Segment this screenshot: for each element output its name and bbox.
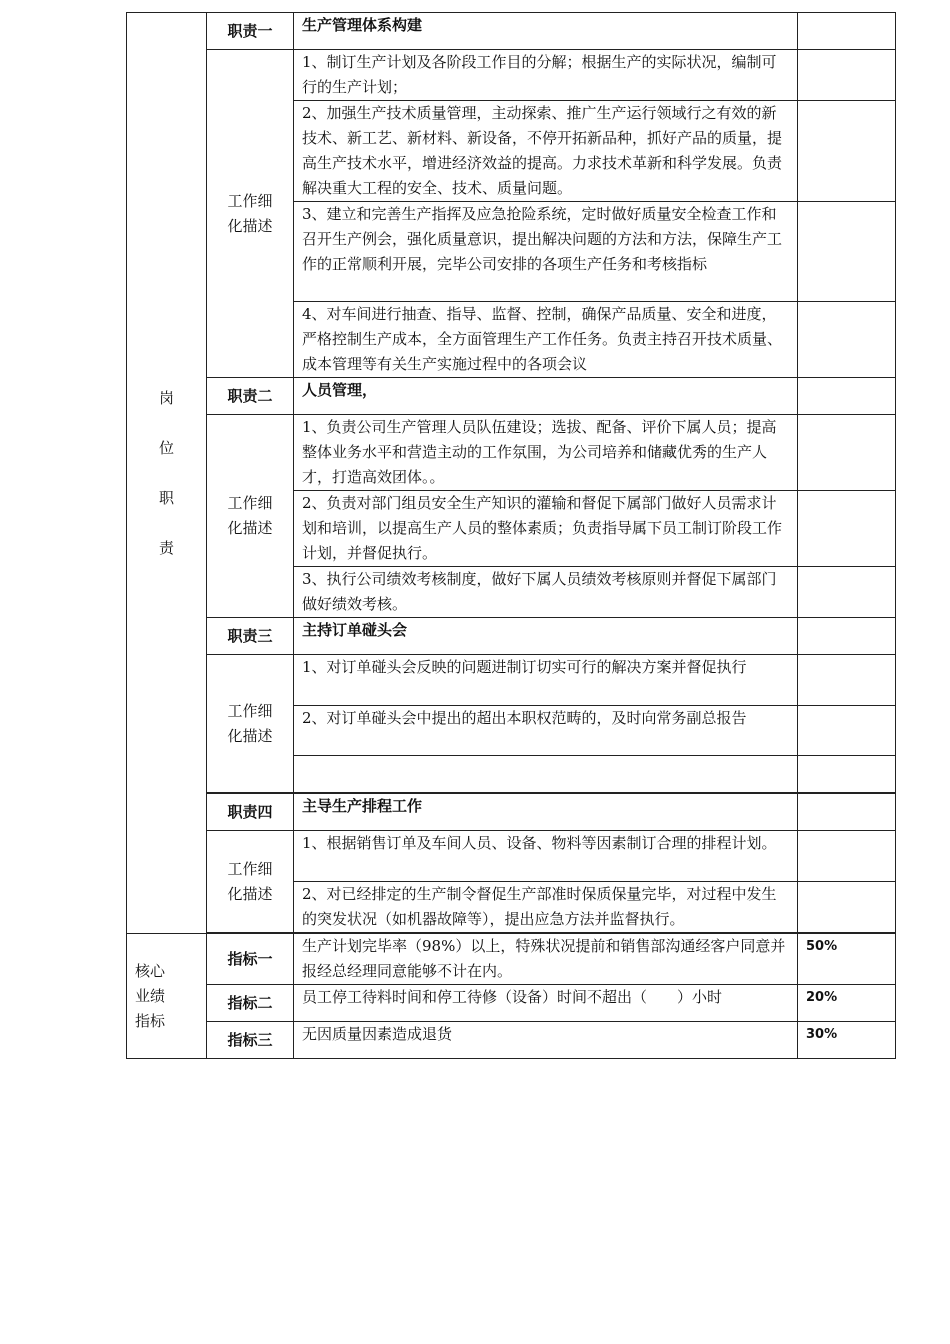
section-kpi-cell xyxy=(127,934,207,1059)
duty-item: 3、执行公司绩效考核制度，做好下属人员绩效考核原则并督促下属部门做好绩效考核。 xyxy=(302,570,777,613)
empty-cell xyxy=(798,655,896,706)
detail-label: 化描述 xyxy=(227,216,273,235)
empty-cell xyxy=(798,794,896,831)
kpi-weight: 30% xyxy=(806,1027,838,1042)
empty-cell xyxy=(798,618,896,655)
empty-cell xyxy=(798,50,896,101)
kpi-label: 指标一 xyxy=(207,934,294,985)
empty-cell xyxy=(798,706,896,756)
duty-label: 职责一 xyxy=(207,13,294,50)
section-duties-char: 位 xyxy=(158,439,174,457)
section-duties-char: 职 xyxy=(158,489,174,507)
duty-item: 1、制订生产计划及各阶段工作目的分解；根据生产的实际状况，编制可行的生产计划； xyxy=(302,53,777,96)
duty-item: 2、加强生产技术质量管理，主动探索、推广生产运行领域行之有效的新技术、新工艺、新材料、新设备，不停开拓新品种，抓好产品的质量，提高生产技术水平，增进经济效益的提高。力求技术革新和科学发展。负责解决重大工程的安全、技术、质量问题。 xyxy=(302,104,783,197)
section-kpi-label: 核心 xyxy=(135,961,166,980)
empty-cell xyxy=(798,378,896,415)
duty-title: 主持订单碰头会 xyxy=(302,621,408,639)
empty-cell xyxy=(798,491,896,567)
duty-title: 人员管理， xyxy=(302,381,378,399)
duty-row xyxy=(127,618,896,655)
detail-label: 化描述 xyxy=(227,726,273,745)
duty-label: 职责四 xyxy=(207,794,294,831)
kpi-text: 员工停工待料时间和停工待修（设备）时间不超出（ ）小时 xyxy=(302,988,723,1006)
detail-label: 工作细 xyxy=(227,701,273,720)
empty-cell xyxy=(798,882,896,933)
detail-label: 工作细 xyxy=(227,859,273,878)
duty-item: 3、建立和完善生产指挥及应急抢险系统，定时做好质量安全检查工作和召开生产例会，强化质量意识，提出解决问题的方法和方法，保障生产工作的正常顺利开展，完毕公司安排的各项生产任务和考核指标 xyxy=(302,205,783,273)
detail-label: 工作细 xyxy=(227,191,273,210)
duty-item: 2、对已经排定的生产制令督促生产部准时保质保量完毕，对过程中发生的突发状况（如机器故障等），提出应急方法并监督执行。 xyxy=(302,885,777,928)
section-duties-char: 责 xyxy=(158,539,174,557)
duty-item: 1、根据销售订单及车间人员、设备、物料等因素制订合理的排程计划。 xyxy=(302,834,777,852)
empty-cell xyxy=(294,756,798,793)
empty-cell xyxy=(798,756,896,793)
kpi-text: 生产计划完毕率（98%）以上，特殊状况提前和销售部沟通经客户同意并报经总经理同意能够不计在内。 xyxy=(302,937,786,980)
kpi-weight: 20% xyxy=(806,990,838,1005)
section-kpi-label: 业绩 xyxy=(135,986,166,1005)
empty-cell xyxy=(798,302,896,378)
duty-row xyxy=(127,13,896,50)
duty-title: 主导生产排程工作 xyxy=(302,797,423,815)
kpi-row xyxy=(127,1022,896,1059)
kpi-row xyxy=(127,985,896,1022)
duty-item: 4、对车间进行抽查、指导、监督、控制，确保产品质量、安全和进度，严格控制生产成本，全方面管理生产工作任务。负责主持召开技术质量、成本管理等有关生产实施过程中的各项会议 xyxy=(302,305,783,373)
duty-label: 职责二 xyxy=(207,378,294,415)
empty-cell xyxy=(798,567,896,618)
kpi-text: 无因质量因素造成退货 xyxy=(302,1025,453,1043)
duty-row xyxy=(127,794,896,831)
empty-cell xyxy=(798,831,896,882)
detail-label: 工作细 xyxy=(227,494,273,512)
duty-item: 1、对订单碰头会反映的问题进制订切实可行的解决方案并督促执行 xyxy=(302,658,747,676)
kpi-label: 指标二 xyxy=(207,985,294,1022)
duty-title: 生产管理体系构建 xyxy=(302,16,423,34)
duty-item: 2、负责对部门组员安全生产知识的灌输和督促下属部门做好人员需求计划和培训，以提高生产人员的整体素质；负责指导属下员工制订阶段工作计划，并督促执行。 xyxy=(302,494,783,562)
detail-label: 化描述 xyxy=(227,884,273,903)
kpi-weight: 50% xyxy=(806,939,838,954)
duty-item: 1、负责公司生产管理人员队伍建设；选拔、配备、评价下属人员；提高整体业务水平和营造主动的工作氛围，为公司培养和储藏优秀的生产人才，打造高效团体。。 xyxy=(302,418,777,486)
detail-label-cell xyxy=(207,50,294,378)
empty-cell xyxy=(798,101,896,202)
section-kpi-label: 指标 xyxy=(135,1011,166,1030)
duty-row xyxy=(127,378,896,415)
detail-label: 化描述 xyxy=(227,519,273,537)
kpi-row xyxy=(127,934,896,985)
duty-item: 2、对订单碰头会中提出的超出本职权范畴的，及时向常务副总报告 xyxy=(302,709,747,727)
detail-label-cell xyxy=(207,831,294,933)
empty-cell xyxy=(798,415,896,491)
kpi-label: 指标三 xyxy=(207,1022,294,1059)
empty-cell xyxy=(798,13,896,50)
duty-label: 职责三 xyxy=(207,618,294,655)
section-duties-char: 岗 xyxy=(158,389,174,407)
detail-label-cell xyxy=(207,655,294,793)
empty-cell xyxy=(798,202,896,302)
job-description-table xyxy=(126,12,896,1059)
detail-label-cell xyxy=(207,415,294,618)
section-duties-cell xyxy=(127,13,207,934)
